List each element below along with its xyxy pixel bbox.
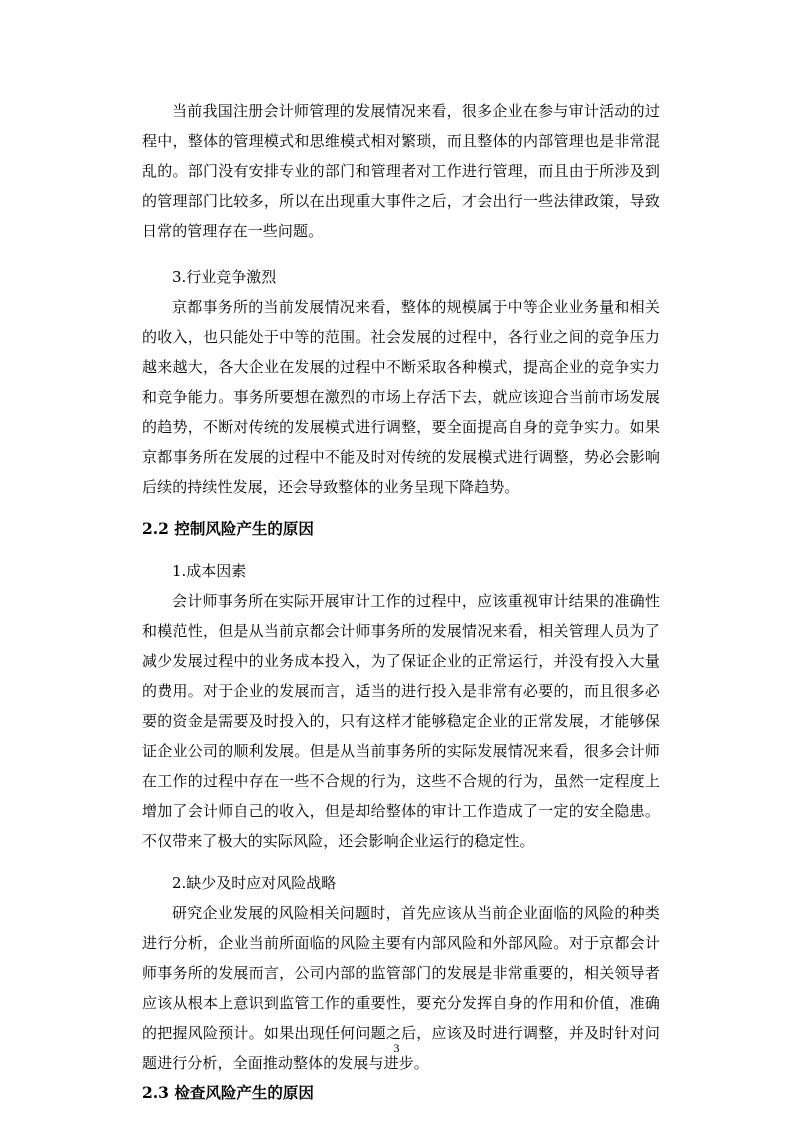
spacer bbox=[142, 246, 660, 262]
subheading-industry-competition: 3.行业竞争激烈 bbox=[172, 268, 277, 286]
subheading-risk-strategy: 2.缺少及时应对风险战略 bbox=[172, 874, 337, 892]
spacer bbox=[142, 544, 660, 556]
section-heading-2-3: 2.3 检查风险产生的原因 bbox=[142, 1083, 314, 1102]
page-number: 3 bbox=[393, 1041, 400, 1055]
paragraph-registered-accountant-management: 当前我国注册会计师管理的发展情况来看，很多企业在参与审计活动的过程中，整体的管理模式和思维模式相对繁琐，而且整体的内部管理也是非常混乱的。部门没有安排专业的部门和管理者对工作进行管理，而且由于所涉及到的管理部门比较多，所以在出现重大事件之后，才会出行一些法律政策，导致日常的管理存在一些问题。 bbox=[142, 102, 660, 240]
paragraph-industry-competition: 京都事务所的当前发展情况来看，整体的规模属于中等企业业务量和相关的收入，也只能处于中等的范围。社会发展的过程中，各行业之间的竞争压力越来越大，各大企业在发展的过程中不断采取各种模式，提高企业的竞争实力和竞争能力。事务所要想在激烈的市场上存活下去，就应该迎合当前市场发展的趋势，不断对传统的发展模式进行调整，要全面提高自身的竞争实力。如果京都事务所在发展的过程中不能及时对传统的发展模式进行调整，势必会影响后续的持续性发展，还会导致整体的业务呈现下降趋势。 bbox=[142, 298, 660, 496]
spacer bbox=[142, 502, 660, 514]
spacer bbox=[142, 856, 660, 868]
paragraph-risk-strategy: 研究企业发展的风险相关问题时，首先应该从当前企业面临的风险的种类进行分析，企业当前所面临的风险主要有内部风险和外部风险。对于京都会计师事务所的发展而言，公司内部的监管部门的发展是非常重要的，相关领导者应该从根本上意识到监管工作的重要性，要充分发挥自身的作用和价值，准确的把握风险预计。如果出现任何问题之后，应该及时进行调整，并及时针对问题进行分析，全面推动整体的发展与进步。 bbox=[142, 904, 660, 1072]
subheading-cost-factors: 1.成本因素 bbox=[172, 562, 247, 580]
paragraph-cost-factors: 会计师事务所在实际开展审计工作的过程中，应该重视审计结果的准确性和模范性，但是从当前京都会计师事务所的发展情况来看，相关管理人员为了减少发展过程中的业务成本投入，为了保证企业的正常运行，并没有投入大量的费用。对于企业的发展而言，适当的进行投入是非常有必要的，而且很多必要的资金是需要及时投入的，只有这样才能够稳定企业的正常发展，才能够保证企业公司的顺利发展。但是从当前事务所的实际发展情况来看，很多会计师在工作的过程中存在一些不合规的行为，这些不合规的行为，虽然一定程度上增加了会计师自己的收入，但是却给整体的审计工作造成了一定的安全隐患。不仅带来了极大的实际风险，还会影响企业运行的稳定性。 bbox=[142, 592, 660, 850]
page-body bbox=[142, 96, 660, 1108]
section-heading-2-2: 2.2 控制风险产生的原因 bbox=[142, 519, 314, 538]
